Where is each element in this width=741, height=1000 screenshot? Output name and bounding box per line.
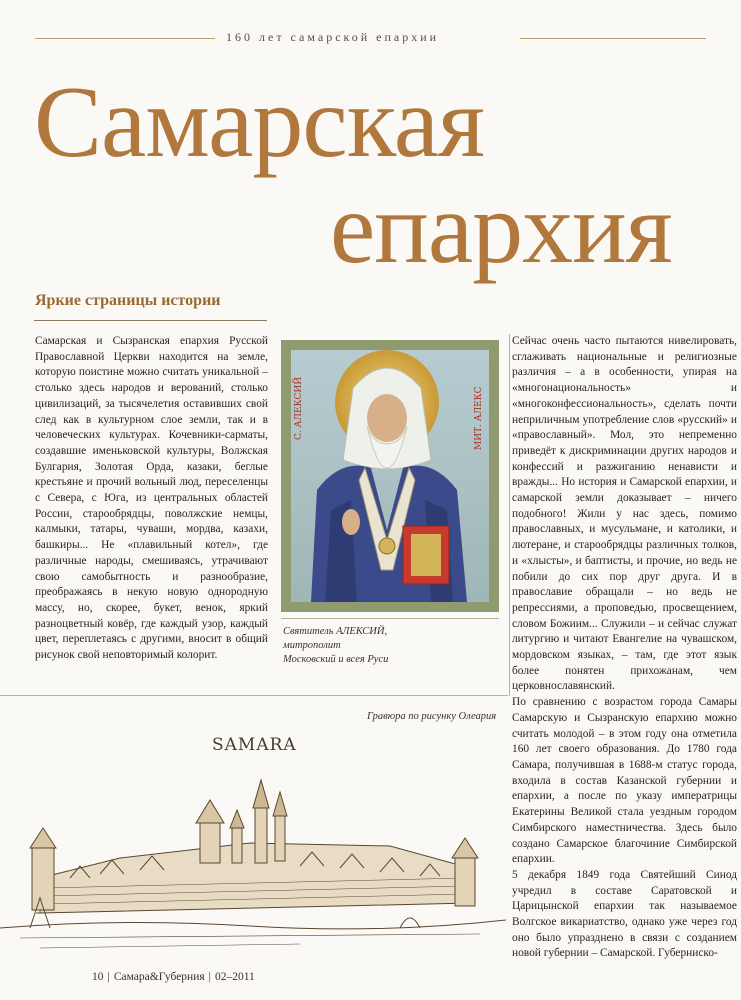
article-column-3 bbox=[512, 334, 737, 962]
saint-alexius-icon bbox=[281, 340, 499, 612]
column3-paragraph-3: 5 декабря 1849 года Святейший Синод учредил в составе Саратовской и Царицынской епархии так называемое Волгское викариатство, однако уже через год оно было упразднено в связи с созданием новой губернии – Самарской. Губерниско- bbox=[512, 868, 737, 960]
page-title-line1: Самарская bbox=[34, 66, 484, 179]
engraving-image bbox=[0, 728, 506, 958]
engraving-caption: Гравюра по рисунку Олеария bbox=[367, 711, 497, 722]
samara-engraving bbox=[0, 728, 506, 958]
header-rule-right bbox=[520, 38, 706, 39]
icon-caption-line3: Московский и всея Руси bbox=[283, 654, 389, 665]
column-divider bbox=[509, 334, 510, 696]
section-divider bbox=[0, 695, 508, 696]
section-subtitle: Яркие страницы истории bbox=[35, 292, 221, 309]
column1-text: Самарская и Сызранская епархия Русской Православной Церкви находится на земле, которую поистине можно считать уникальной – столько здесь народов и верований, столько цивилизаций, за тысячелетия оставивших свой след как в культурном слое земли, так и в человеческих культурах. Кочевники-сарматы, создавшие именьковской культуры, Волжская Булгария, Золотая Орда, казаки, беглые крестьяне и прочий вольный люд, переселенцы с Севера, с Юга, из центральных областей России, старообрядцы, поволжские немцы, калмыки, татары, чуваши, мордва, казахи, башкиры... Не «плавильный котел», где различные народы, смешиваясь, утрачивают свою самобытность и разнообразие, преображаясь в некую новую однородную массу, но, скорее, букет, венок, яркий разноцветный ковёр, где каждый узор, каждый цвет, переплетаясь с другими, вносит в общий рисунок свой неповторимый колорит. bbox=[35, 335, 268, 662]
column3-paragraph-2: По сравнению с возрастом города Самары Самарскую и Сызранскую епархию можно считать молодой – в этом году она отметила 160 лет своего образования. До 1780 года Самара, получившая в 1688-м статус города, входила в состав Казанской губернии и епархии, а после по указу императрицы Екатерины Великой стала уездным городом Симбирского наместничества. Здесь было создано Самарское благочиние Симбирской епархии. bbox=[512, 696, 737, 866]
icon-image bbox=[281, 340, 499, 612]
article-column-1 bbox=[35, 334, 268, 664]
header-rule-left bbox=[35, 38, 215, 39]
subtitle-rule bbox=[34, 320, 267, 321]
caption-rule bbox=[281, 618, 499, 619]
magazine-name: Самара&Губерния bbox=[113, 971, 205, 983]
column3-paragraph-1: Сейчас очень часто пытаются нивелировать, сглаживать национальные и религиозные различия – а в особенности, упирая на «многонациональность» и «многоконфессиональность», сделать почти неприличным употребление слов «русский» и «православный». Мол, это непременно приведёт к дискриминации других народов и конфессий и разжиганию ненависти и вражды... Но история и Самарской епархии, и самарской земли доказывает – ничего подобного! Жили у нас здесь, помимо православных, и мусульмане, и католики, и лютеране, и старообрядцы различных толков, и «хлысты», и баптисты, и прочие, но ведь не побили до сих пор друг друга. И в православие обращали – но ведь не репрессиями, а проповедью, просвещением, словом Божиим... Служили – и сейчас служат литургию и читают Евангелие на чувашском, мордовском языках, – там, где этот язык более понятен прихожанам, чем церковнославянский. bbox=[512, 335, 737, 693]
page-title-line2: епархия bbox=[330, 172, 672, 285]
page-footer: 10 | Самара&Губерния | 02–2011 bbox=[92, 971, 255, 983]
page-number: 10 bbox=[92, 971, 104, 983]
issue-number: 02–2011 bbox=[214, 971, 255, 983]
icon-caption-line2: митрополит bbox=[283, 640, 341, 651]
icon-inscription-left: С. АЛЕКСИЙ bbox=[294, 376, 304, 440]
icon-caption bbox=[283, 625, 493, 667]
icon-caption-line1: Святитель АЛЕКСИЙ, bbox=[283, 626, 388, 637]
running-title: 160 лет самарской епархии bbox=[226, 30, 440, 44]
icon-inscription-right: МИТ. АЛЕКС bbox=[474, 386, 484, 450]
engraving-label: SAMARA bbox=[212, 735, 297, 755]
